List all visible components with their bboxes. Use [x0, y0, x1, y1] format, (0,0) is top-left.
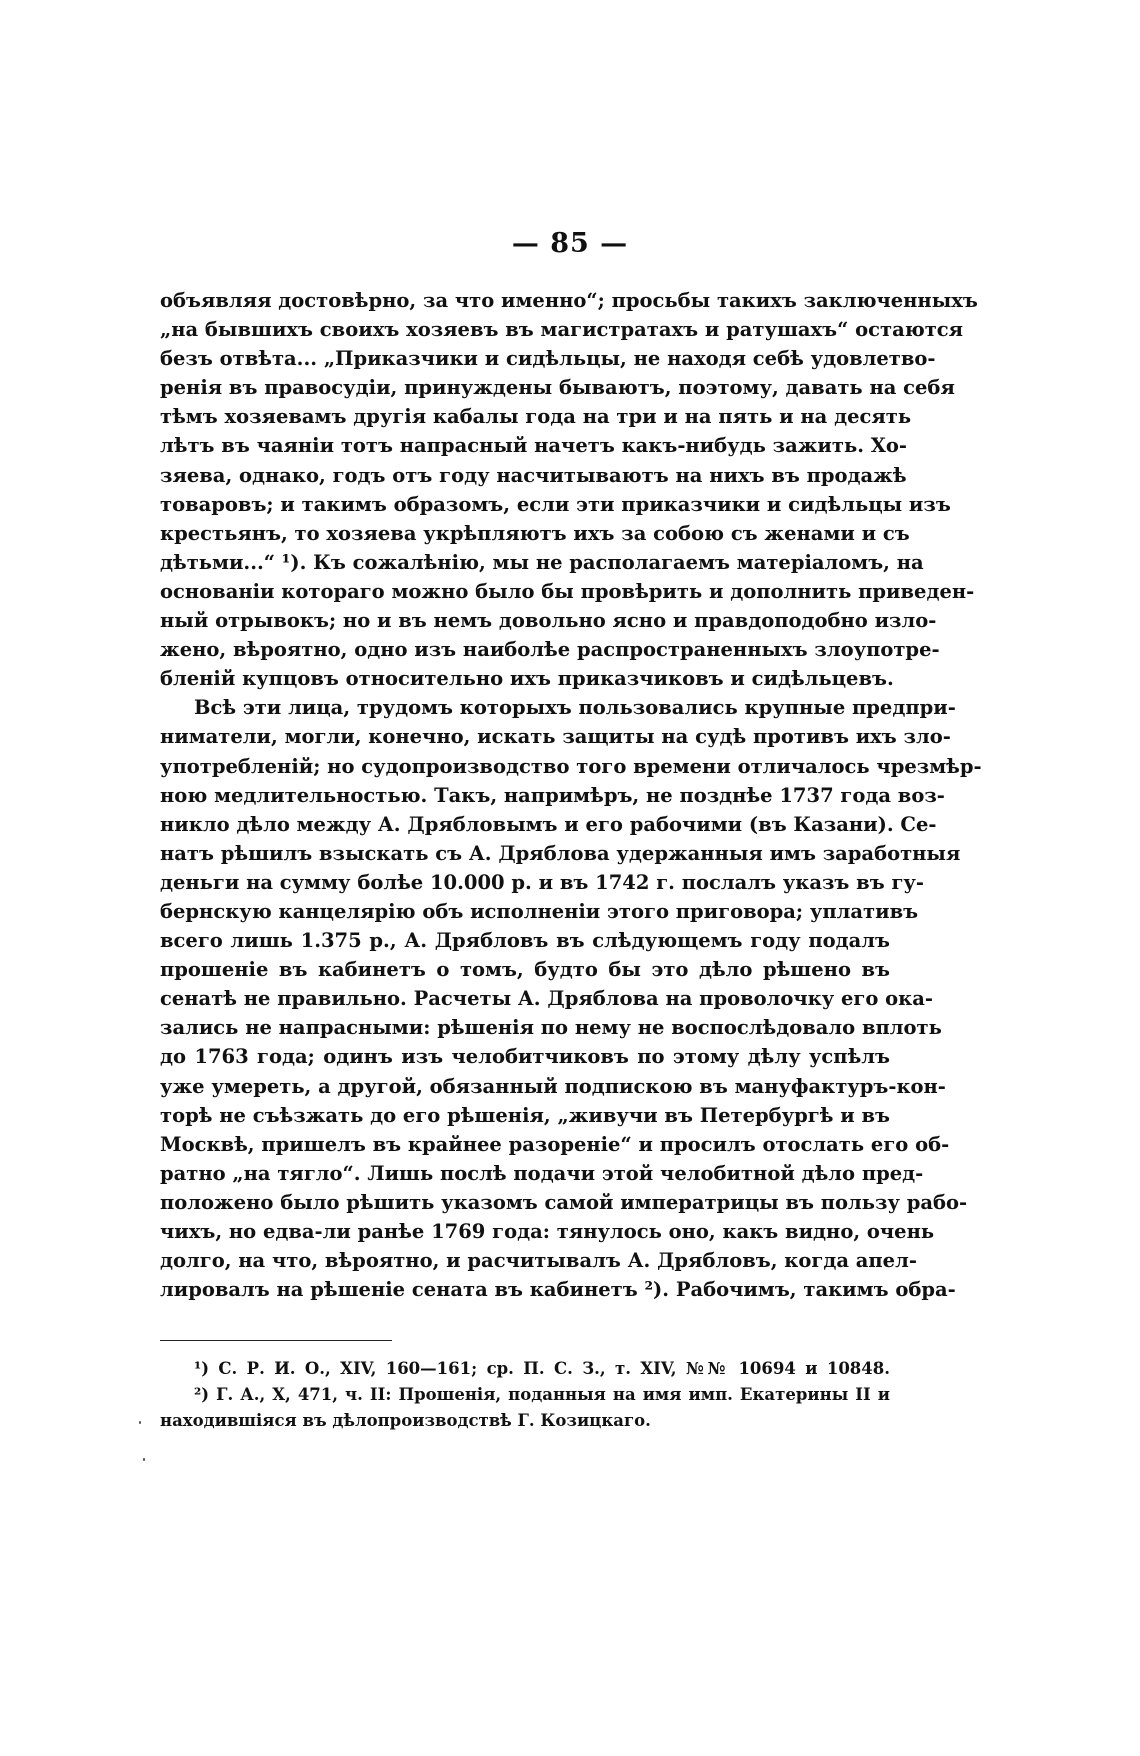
text-line: жено, вѣроятно, одно изъ наиболѣе распространенныхъ злоупотре-	[160, 638, 940, 662]
text-line: чихъ, но едва-ли ранѣе 1769 года: тянулось оно, какъ видно, очень	[160, 1220, 935, 1243]
text-line: крестьянъ, то хозяева укрѣпляютъ ихъ за собою съ женами и съ	[160, 521, 910, 545]
footnote-line: ¹) С. Р. И. О., XIV, 160—161; ср. П. С. З., т. XIV, №№ 10694 и 10848.	[194, 1359, 890, 1378]
scan-speck	[143, 1458, 145, 1461]
text-line: положено было рѣшить указомъ самой императрицы въ пользу рабо-	[160, 1190, 968, 1214]
text-line: всего лишь 1.375 р., А. Дрябловъ въ слѣдующемъ году подалъ	[160, 929, 890, 953]
text-line: Всѣ эти лица, трудомъ которыхъ пользовались крупные предпри-	[194, 696, 956, 720]
text-line: натъ рѣшилъ взыскать съ А. Дряблова удержанныя имъ заработныя	[160, 841, 961, 865]
text-line: употребленій; но судопроизводство того времени отличалось чрезмѣр-	[160, 754, 982, 778]
text-line: тѣмъ хозяевамъ другія кабалы года на три и на пять и на десять	[160, 405, 912, 429]
footnote-line: находившіяся въ дѣлопроизводствѣ Г. Козицкаго.	[160, 1411, 651, 1430]
footnotes	[160, 1356, 890, 1434]
text-line: товаровъ; и такимъ образомъ, если эти приказчики и сидѣльцы изъ	[160, 492, 951, 516]
text-line: ратно „на тягло“. Лишь послѣ подачи этой челобитной дѣло пред-	[160, 1161, 924, 1185]
text-line: ный отрывокъ; но и въ немъ довольно ясно и правдоподобно изло-	[160, 609, 937, 633]
main-text	[160, 286, 982, 1304]
footnote-line: ²) Г. А., X, 471, ч. II: Прошенія, поданныя на имя имп. Екатерины II и	[194, 1385, 890, 1404]
text-line: зяева, однако, годъ отъ году насчитываютъ на нихъ въ продажѣ	[160, 463, 907, 487]
footnote-separator	[160, 1340, 392, 1341]
text-line: ренія въ правосудіи, принуждены бываютъ, поэтому, давать на себя	[160, 376, 955, 400]
text-line: лировалъ на рѣшеніе сената въ кабинетъ ²). Рабочимъ, такимъ обра-	[160, 1278, 956, 1302]
text-line: дѣтьми...“ ¹). Къ сожалѣнію, мы не располагаемъ матеріаломъ, на	[160, 550, 924, 574]
text-line: ниматели, могли, конечно, искать защиты на судѣ противъ ихъ зло-	[160, 725, 951, 749]
text-line: сенатѣ не правильно. Расчеты А. Дряблова на проволочку его ока-	[160, 987, 933, 1011]
text-line: объявляя достовѣрно, за что именно“; просьбы такихъ заключенныхъ	[160, 289, 978, 312]
text-line: никло дѣло между А. Дрябловымъ и его рабочими (въ Казани). Се-	[160, 812, 937, 836]
text-line: прошеніе въ кабинетъ о томъ, будто бы это дѣло рѣшено въ	[160, 958, 890, 982]
text-line: ною медлительностью. Такъ, напримѣръ, не позднѣе 1737 года воз-	[160, 783, 945, 807]
text-line: зались не напрасными: рѣшенія по нему не воспослѣдовало вплоть	[160, 1016, 942, 1040]
text-line: бернскую канцелярію объ исполненіи этого приговора; уплативъ	[160, 899, 919, 923]
page-number: — 85 —	[511, 228, 629, 259]
text-line: уже умереть, а другой, обязанный подпискою въ мануфактуръ-кон-	[160, 1074, 946, 1098]
text-line: торѣ не съѣзжать до его рѣшенія, „живучи въ Петербургѣ и въ	[160, 1103, 890, 1127]
text-line: долго, на что, вѣроятно, и расчитывалъ А. Дрябловъ, когда апел-	[160, 1249, 917, 1273]
text-line: Москвѣ, пришелъ въ крайнее разореніе“ и просилъ отослать его об-	[160, 1132, 950, 1156]
scan-speck	[139, 1421, 141, 1424]
text-line: „на бывшихъ своихъ хозяевъ въ магистратахъ и ратушахъ“ остаются	[160, 318, 964, 342]
text-line: бленій купцовъ относительно ихъ приказчиковъ и сидѣльцевъ.	[160, 667, 894, 691]
text-line: деньги на сумму болѣе 10.000 р. и въ 1742 г. послалъ указъ въ гу-	[160, 870, 924, 894]
text-line: безъ отвѣта... „Приказчики и сидѣльцы, не находя себѣ удовлетво-	[160, 347, 936, 371]
text-line: основаніи котораго можно было бы провѣрить и дополнить приведен-	[160, 579, 975, 603]
text-line: лѣтъ въ чаяніи тотъ напрасный начетъ какъ-нибудь зажить. Хо-	[160, 434, 908, 458]
text-line: до 1763 года; одинъ изъ челобитчиковъ по этому дѣлу успѣлъ	[160, 1045, 890, 1069]
